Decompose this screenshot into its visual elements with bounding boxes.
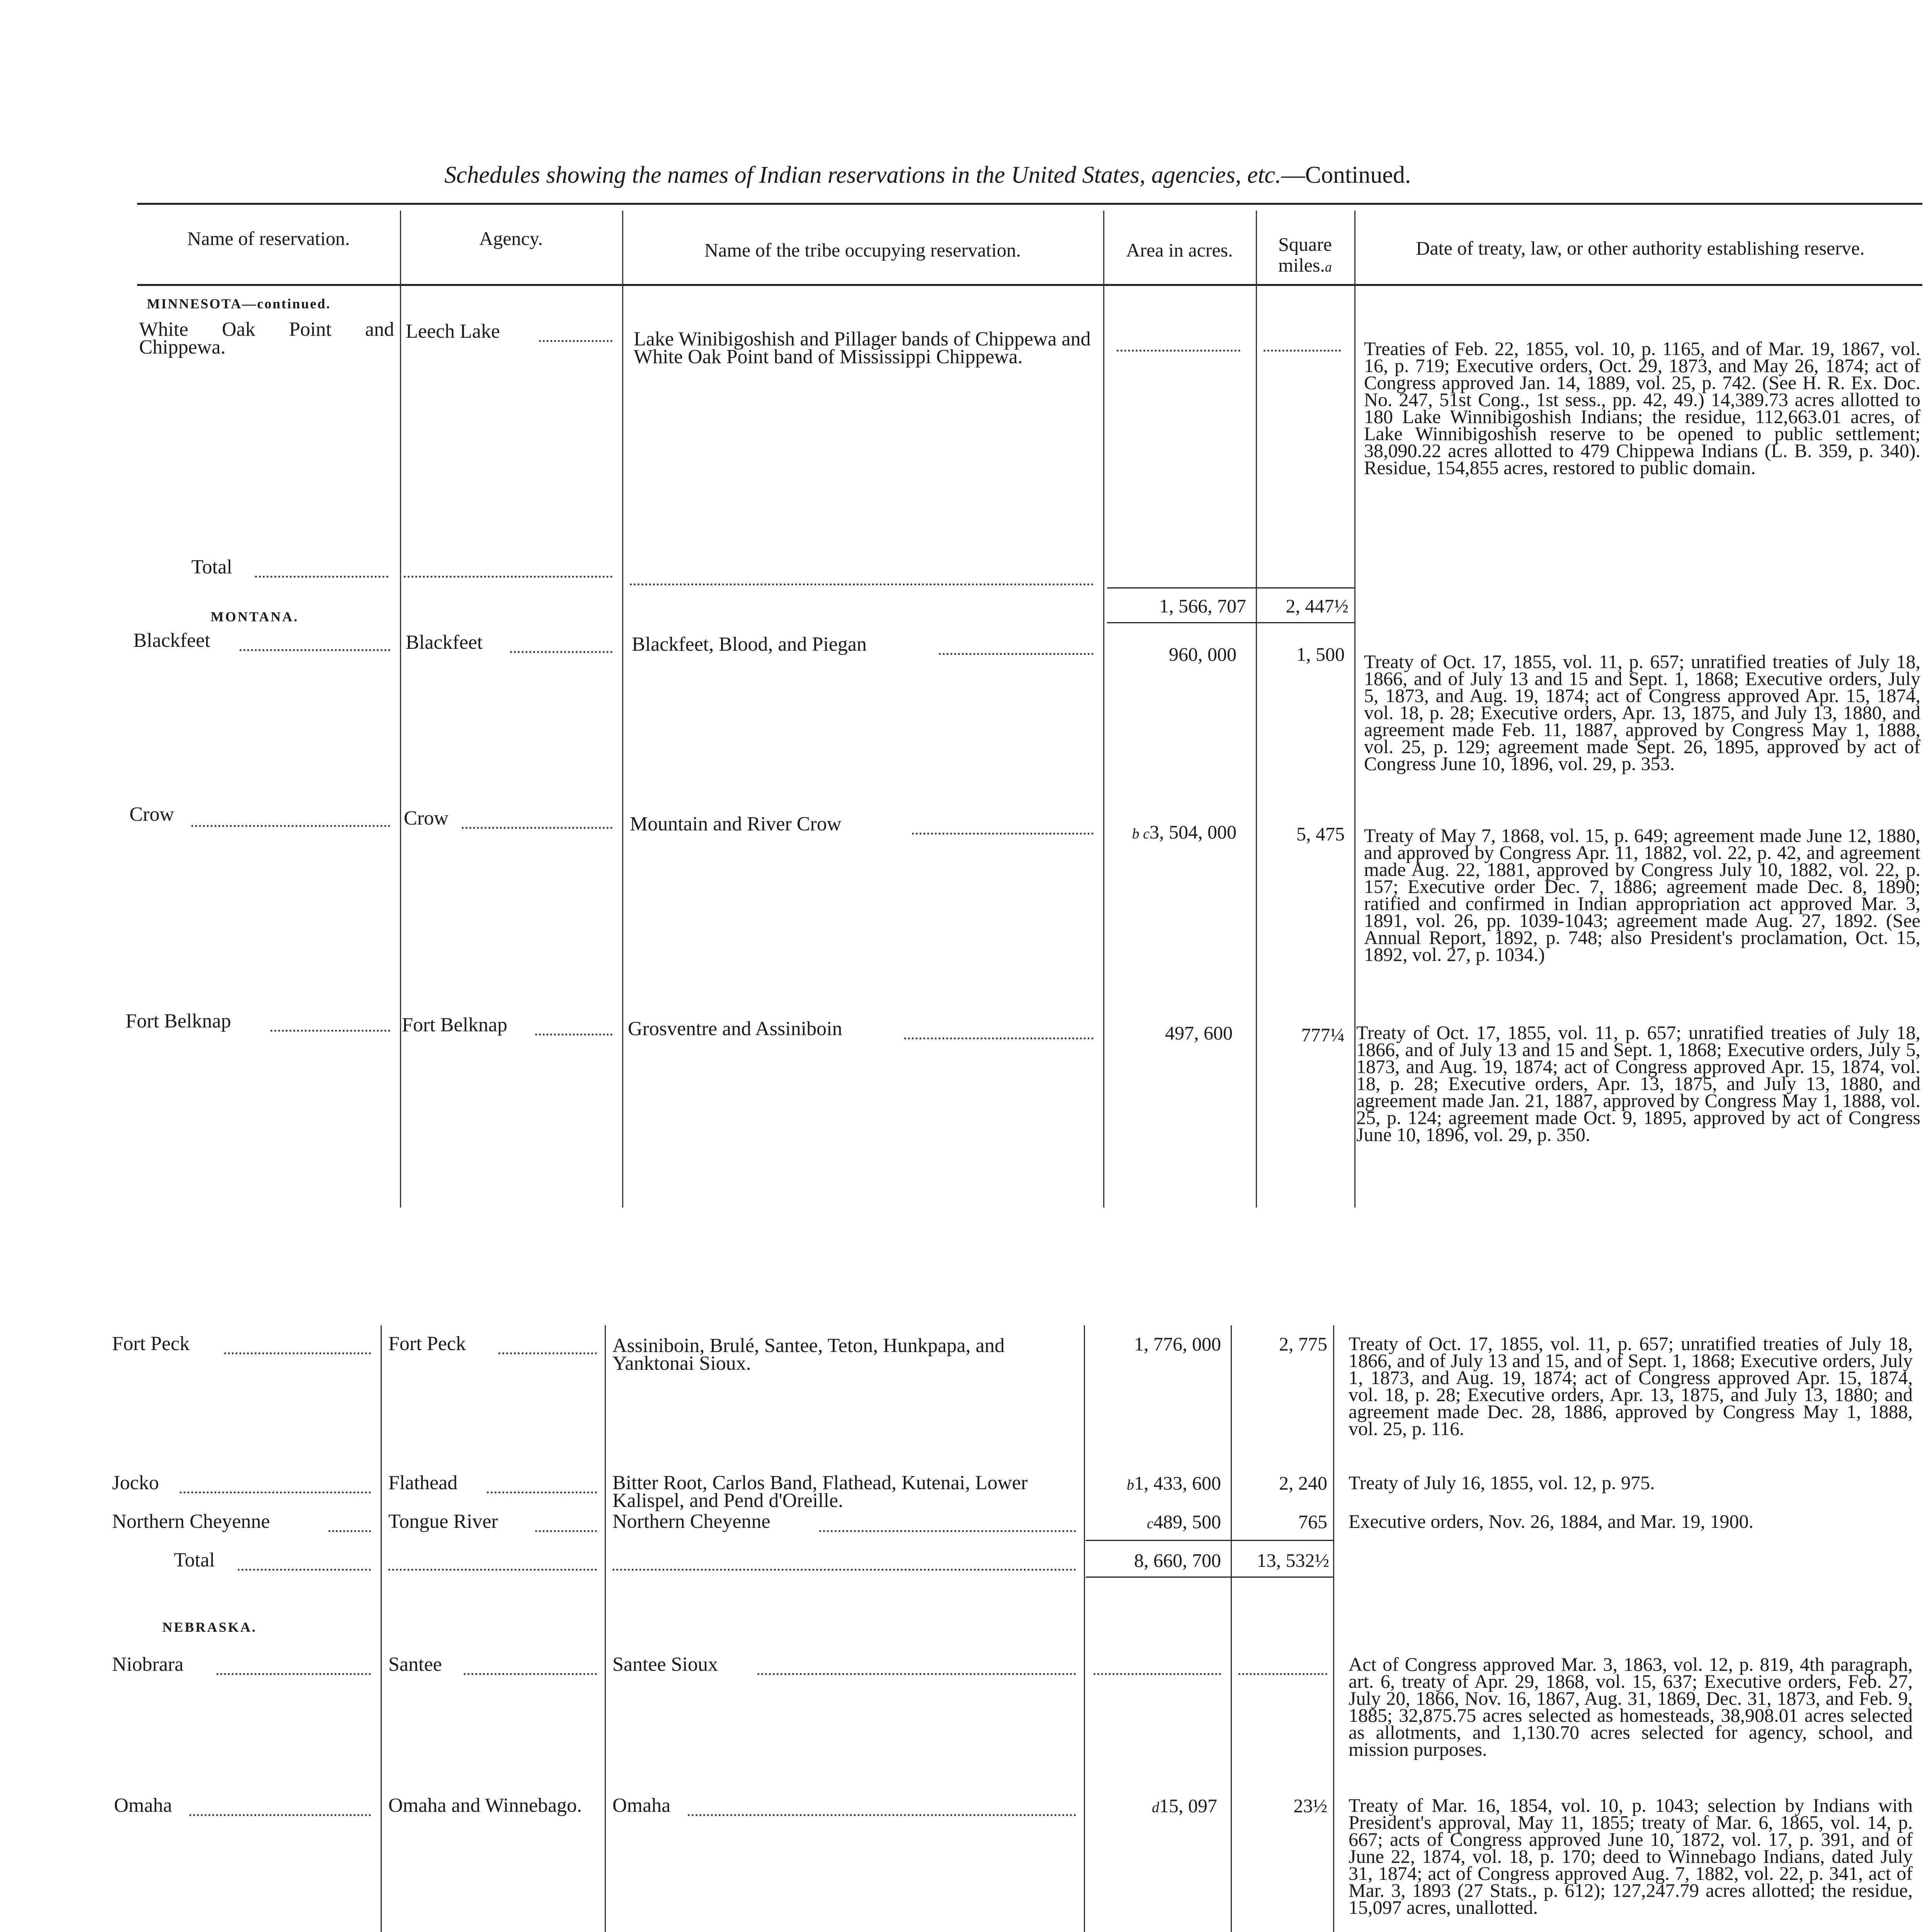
col-divider-3 bbox=[1103, 211, 1104, 1208]
section-nebraska: NEBRASKA. bbox=[162, 1619, 257, 1635]
dots bbox=[270, 1030, 390, 1032]
jocko-agency: Flathead bbox=[388, 1472, 458, 1494]
fort-belknap-name: Fort Belknap bbox=[126, 1010, 231, 1032]
omaha-authority: Treaty of Mar. 16, 1854, vol. 10, p. 1043; selection by Indians with President's approval, May 11, 1855; treaty of Mar. 6, 1865, vol. 14, p. 667; acts of Congress approved June 10, 1872, vol. 17, p. 391, and of June 22, 1874, vol. 18, p. 170; deed to Winnebago Indians, dated July 31, 1874; act of Congress approved Aug. 7, 1882, vol. 22, p. 341, act of Mar. 3, 1893 (27 Stats., p. 612); 127,247.79 acres allotted; the residue, 15,097 acres, unallotted. bbox=[1349, 1794, 1913, 1918]
dots bbox=[191, 825, 390, 827]
niobrara-name: Niobrara bbox=[112, 1653, 184, 1675]
page-title bbox=[444, 162, 1411, 189]
total-mn-area: 1, 566, 707 bbox=[1159, 595, 1246, 617]
omaha-agency: Omaha and Winnebago. bbox=[388, 1794, 582, 1816]
dots bbox=[224, 1352, 371, 1354]
total-mn-label: Total bbox=[191, 556, 233, 578]
dots bbox=[535, 1530, 597, 1532]
title-italic: Schedules showing the names of Indian reservations in the United States, agencies, etc. bbox=[444, 162, 1281, 188]
header-square-miles bbox=[1258, 234, 1352, 277]
dots bbox=[487, 1492, 597, 1493]
crow-area bbox=[1109, 823, 1236, 843]
dots bbox=[216, 1673, 371, 1675]
omaha-name: Omaha bbox=[114, 1794, 172, 1816]
blackfeet-tribe: Blackfeet, Blood, and Piegan bbox=[632, 633, 867, 655]
dots bbox=[464, 1673, 597, 1675]
crow-authority: Treaty of May 7, 1868, vol. 15, p. 649; agreement made June 12, 1880, and approved by Congress Apr. 11, 1882, vol. 22, p. 42, and agreement made Aug. 22, 1881, approved by Congress July 10, 1882, vol. 22, p. 157; Executive order Dec. 7, 1886; agreement made Dec. 8, 1890; ratified and confirmed in Indian appropriation act approved Mar. 3, 1891, vol. 26, pp. 1039-1043; agreement made Aug. 27, 1892. (See Annual Report, 1892, p. 748; also President's proclamation, Oct. 15, 1892, vol. 27, p. 1034.) bbox=[1364, 825, 1920, 965]
dots bbox=[510, 651, 612, 653]
col-divider-5 bbox=[1354, 211, 1355, 1208]
jocko-area bbox=[1090, 1474, 1221, 1494]
jocko-name: Jocko bbox=[112, 1472, 159, 1494]
northern-cheyenne-sq: 765 bbox=[1298, 1511, 1327, 1532]
col-divider-1 bbox=[400, 211, 401, 1208]
total-mt-label: Total bbox=[174, 1549, 215, 1571]
fort-peck-authority: Treaty of Oct. 17, 1855, vol. 11, p. 657; unratified treaties of July 18, 1866, and of July 13 and 15, and of Sept. 1, 1868; Executive orders, July 1, 1873, and Aug. 19, 1874; act of Congress approved Apr. 15, 1874, vol. 18, p. 28; Executive orders, Apr. 13, 1875, and July 13, 1880; and agreement made Dec. 28, 1886, approved by Congress May 1, 1888, vol. 25, p. 116. bbox=[1349, 1333, 1913, 1439]
crow-tribe: Mountain and River Crow bbox=[630, 813, 842, 835]
dots bbox=[939, 653, 1094, 655]
dots bbox=[535, 1034, 612, 1036]
fort-peck-area: 1, 776, 000 bbox=[1134, 1333, 1221, 1355]
fort-belknap-sq: 777¼ bbox=[1301, 1024, 1345, 1046]
total-mt-rule bbox=[1086, 1540, 1333, 1541]
crow-area-note: b c bbox=[1132, 826, 1150, 842]
total-mt-sq: 13, 532½ bbox=[1257, 1549, 1329, 1571]
total-mn-bottom-rule bbox=[1107, 622, 1354, 623]
crow-area-value: 3, 504, 000 bbox=[1150, 821, 1236, 843]
dots bbox=[180, 1492, 371, 1493]
dots bbox=[757, 1673, 1076, 1675]
dots bbox=[240, 649, 390, 651]
col-divider-10 bbox=[1333, 1325, 1334, 1932]
dots bbox=[388, 1569, 597, 1571]
dots bbox=[630, 583, 1094, 585]
col-divider-2 bbox=[622, 211, 623, 1208]
header-area: Area in acres. bbox=[1126, 239, 1233, 261]
total-mn-sq: 2, 447½ bbox=[1286, 595, 1349, 617]
dots bbox=[539, 340, 612, 342]
section-montana: MONTANA. bbox=[211, 609, 299, 624]
fort-belknap-authority: Treaty of Oct. 17, 1855, vol. 11, p. 657; unratified treaties of July 18, 1866, and of July 13 and 15 and Sept. 1, 1868; Executive orders, July 5, 1873, and Aug. 19, 1874; act of Congress approved Apr. 15, 1874, vol. 18, p. 28; Executive orders, Apr. 13, 1875, and July 13, 1880, and agreement made Jan. 21, 1887, approved by Congress May 1, 1888, vol. 25, p. 124; agreement made Oct. 9, 1895, approved by act of Congress June 10, 1896, vol. 29, p. 350. bbox=[1356, 1022, 1920, 1145]
omaha-tribe: Omaha bbox=[612, 1794, 671, 1816]
dots bbox=[1094, 1673, 1221, 1675]
dots bbox=[1238, 1673, 1327, 1675]
fort-peck-name: Fort Peck bbox=[112, 1333, 190, 1355]
fort-peck-tribe: Assiniboin, Brulé, Santee, Teton, Hunkpapa, and Yanktonai Sioux. bbox=[612, 1335, 1005, 1374]
dots bbox=[498, 1352, 597, 1354]
header-agency: Agency. bbox=[479, 228, 543, 249]
title-suffix: —Continued. bbox=[1281, 162, 1411, 188]
header-square-miles-note: a bbox=[1325, 259, 1332, 275]
northern-cheyenne-area-note: c bbox=[1147, 1515, 1153, 1532]
section-minnesota: MINNESOTA—continued. bbox=[147, 296, 331, 311]
omaha-area-value: 15, 097 bbox=[1159, 1795, 1217, 1816]
col-divider-7 bbox=[605, 1325, 606, 1932]
fort-peck-agency: Fort Peck bbox=[388, 1333, 466, 1355]
col-divider-6 bbox=[381, 1325, 382, 1932]
northern-cheyenne-name: Northern Cheyenne bbox=[112, 1510, 270, 1532]
omaha-sq: 23½ bbox=[1293, 1795, 1327, 1816]
dots bbox=[189, 1814, 371, 1816]
header-bottom-rule bbox=[137, 284, 1922, 286]
omaha-area bbox=[1090, 1797, 1217, 1816]
dots bbox=[1117, 350, 1240, 352]
jocko-area-value: 1, 433, 600 bbox=[1134, 1472, 1221, 1494]
dots bbox=[904, 1037, 1094, 1039]
white-oak-name: White Oak Point and Chippewa. bbox=[139, 318, 394, 358]
jocko-area-note: b bbox=[1127, 1477, 1134, 1493]
dots bbox=[912, 833, 1094, 835]
header-square-miles-text: Square miles. bbox=[1278, 233, 1332, 276]
northern-cheyenne-area bbox=[1090, 1513, 1221, 1532]
fort-belknap-tribe: Grosventre and Assiniboin bbox=[628, 1018, 842, 1040]
northern-cheyenne-agency: Tongue River bbox=[388, 1510, 498, 1532]
crow-agency: Crow bbox=[404, 807, 449, 829]
header-tribe: Name of the tribe occupying reservation. bbox=[704, 239, 1021, 261]
northern-cheyenne-area-value: 489, 500 bbox=[1153, 1511, 1221, 1532]
niobrara-authority: Act of Congress approved Mar. 3, 1863, vol. 12, p. 819, 4th paragraph, art. 6, treaty of Apr. 29, 1868, vol. 15, 637; Executive orders, Feb. 27, July 20, 1866, Nov. 16, 1867, Aug. 31, 1869, Dec. 31, 1873, and Feb. 9, 1885; 32,875.75 acres selected as homesteads, 38,908.01 acres selected as allotments, and 1,130.70 acres selected for agency, school, and mission purposes. bbox=[1349, 1653, 1913, 1760]
header-date: Date of treaty, law, or other authority establishing reserve. bbox=[1416, 237, 1865, 259]
northern-cheyenne-tribe: Northern Cheyenne bbox=[612, 1510, 770, 1532]
fort-belknap-area: 497, 600 bbox=[1165, 1022, 1233, 1044]
dots bbox=[404, 576, 612, 578]
crow-name: Crow bbox=[129, 803, 174, 825]
blackfeet-agency: Blackfeet bbox=[406, 631, 483, 653]
col-divider-9 bbox=[1231, 1325, 1232, 1932]
fort-belknap-agency: Fort Belknap bbox=[402, 1014, 507, 1036]
blackfeet-sq: 1, 500 bbox=[1296, 643, 1345, 665]
fort-peck-sq: 2, 775 bbox=[1279, 1333, 1327, 1355]
total-mn-rule bbox=[1107, 587, 1354, 588]
jocko-sq: 2, 240 bbox=[1279, 1472, 1327, 1494]
dots bbox=[462, 827, 612, 829]
dots bbox=[328, 1530, 371, 1532]
dots bbox=[819, 1530, 1076, 1532]
blackfeet-authority: Treaty of Oct. 17, 1855, vol. 11, p. 657; unratified treaties of July 18, 1866, and of July 13 and 15 and Sept. 1, 1868; Executive orders, July 5, 1873, and Aug. 19, 1874; act of Congress approved Apr. 15, 1874, vol. 18, p. 28; Executive orders, Apr. 13, 1875, and July 13, 1880, and agreement made Feb. 11, 1887, approved by Congress May 1, 1888, vol. 25, p. 129; agreement made Sept. 26, 1895, approved by act of Congress June 10, 1896, vol. 29, p. 353. bbox=[1364, 651, 1920, 774]
crow-sq: 5, 475 bbox=[1296, 823, 1345, 845]
white-oak-agency: Leech Lake bbox=[406, 320, 500, 342]
blackfeet-area: 960, 000 bbox=[1169, 643, 1236, 665]
col-divider-8 bbox=[1084, 1325, 1085, 1932]
dots bbox=[1264, 350, 1341, 352]
white-oak-authority: Treaties of Feb. 22, 1855, vol. 10, p. 1165, and of Mar. 19, 1867, vol. 16, p. 719; Executive orders, Oct. 29, 1873, and May 26, 1874; act of Congress approved Jan. 14, 1889, vol. 25, p. 742. (See H. R. Ex. Doc. No. 247, 51st Cong., 1st sess., pp. 42, 49.) 14,389.73 acres allotted to 180 Lake Winnibigoshish Indians; the residue, 112,663.01 acres, of Lake Winnibigoshish reserve to be opened to public settlement; 38,090.22 acres allotted to 479 Chippewa Indians (L. B. 359, p. 340). Residue, 154,855 acres, restored to public domain. bbox=[1364, 338, 1920, 478]
col-divider-4 bbox=[1256, 211, 1257, 1208]
total-mt-bottom-rule bbox=[1086, 1577, 1333, 1578]
blackfeet-name: Blackfeet bbox=[133, 629, 211, 651]
dots bbox=[238, 1569, 371, 1571]
niobrara-agency: Santee bbox=[388, 1653, 442, 1675]
niobrara-tribe: Santee Sioux bbox=[612, 1653, 718, 1675]
jocko-tribe: Bitter Root, Carlos Band, Flathead, Kutenai, Lower Kalispel, and Pend d'Oreille. bbox=[612, 1472, 1028, 1512]
table-top-rule bbox=[137, 203, 1922, 205]
jocko-authority: Treaty of July 16, 1855, vol. 12, p. 975. bbox=[1349, 1472, 1655, 1493]
dots bbox=[688, 1814, 1076, 1816]
dots bbox=[255, 576, 388, 578]
total-mt-area: 8, 660, 700 bbox=[1134, 1549, 1221, 1571]
northern-cheyenne-authority: Executive orders, Nov. 26, 1884, and Mar. 19, 1900. bbox=[1349, 1510, 1753, 1532]
dots bbox=[612, 1569, 1076, 1571]
header-name: Name of reservation. bbox=[187, 228, 350, 249]
omaha-area-note: d bbox=[1152, 1799, 1159, 1816]
white-oak-tribe: Lake Winibigoshish and Pillager bands of Chippewa and White Oak Point band of Mississippi Chippewa. bbox=[634, 328, 1091, 368]
